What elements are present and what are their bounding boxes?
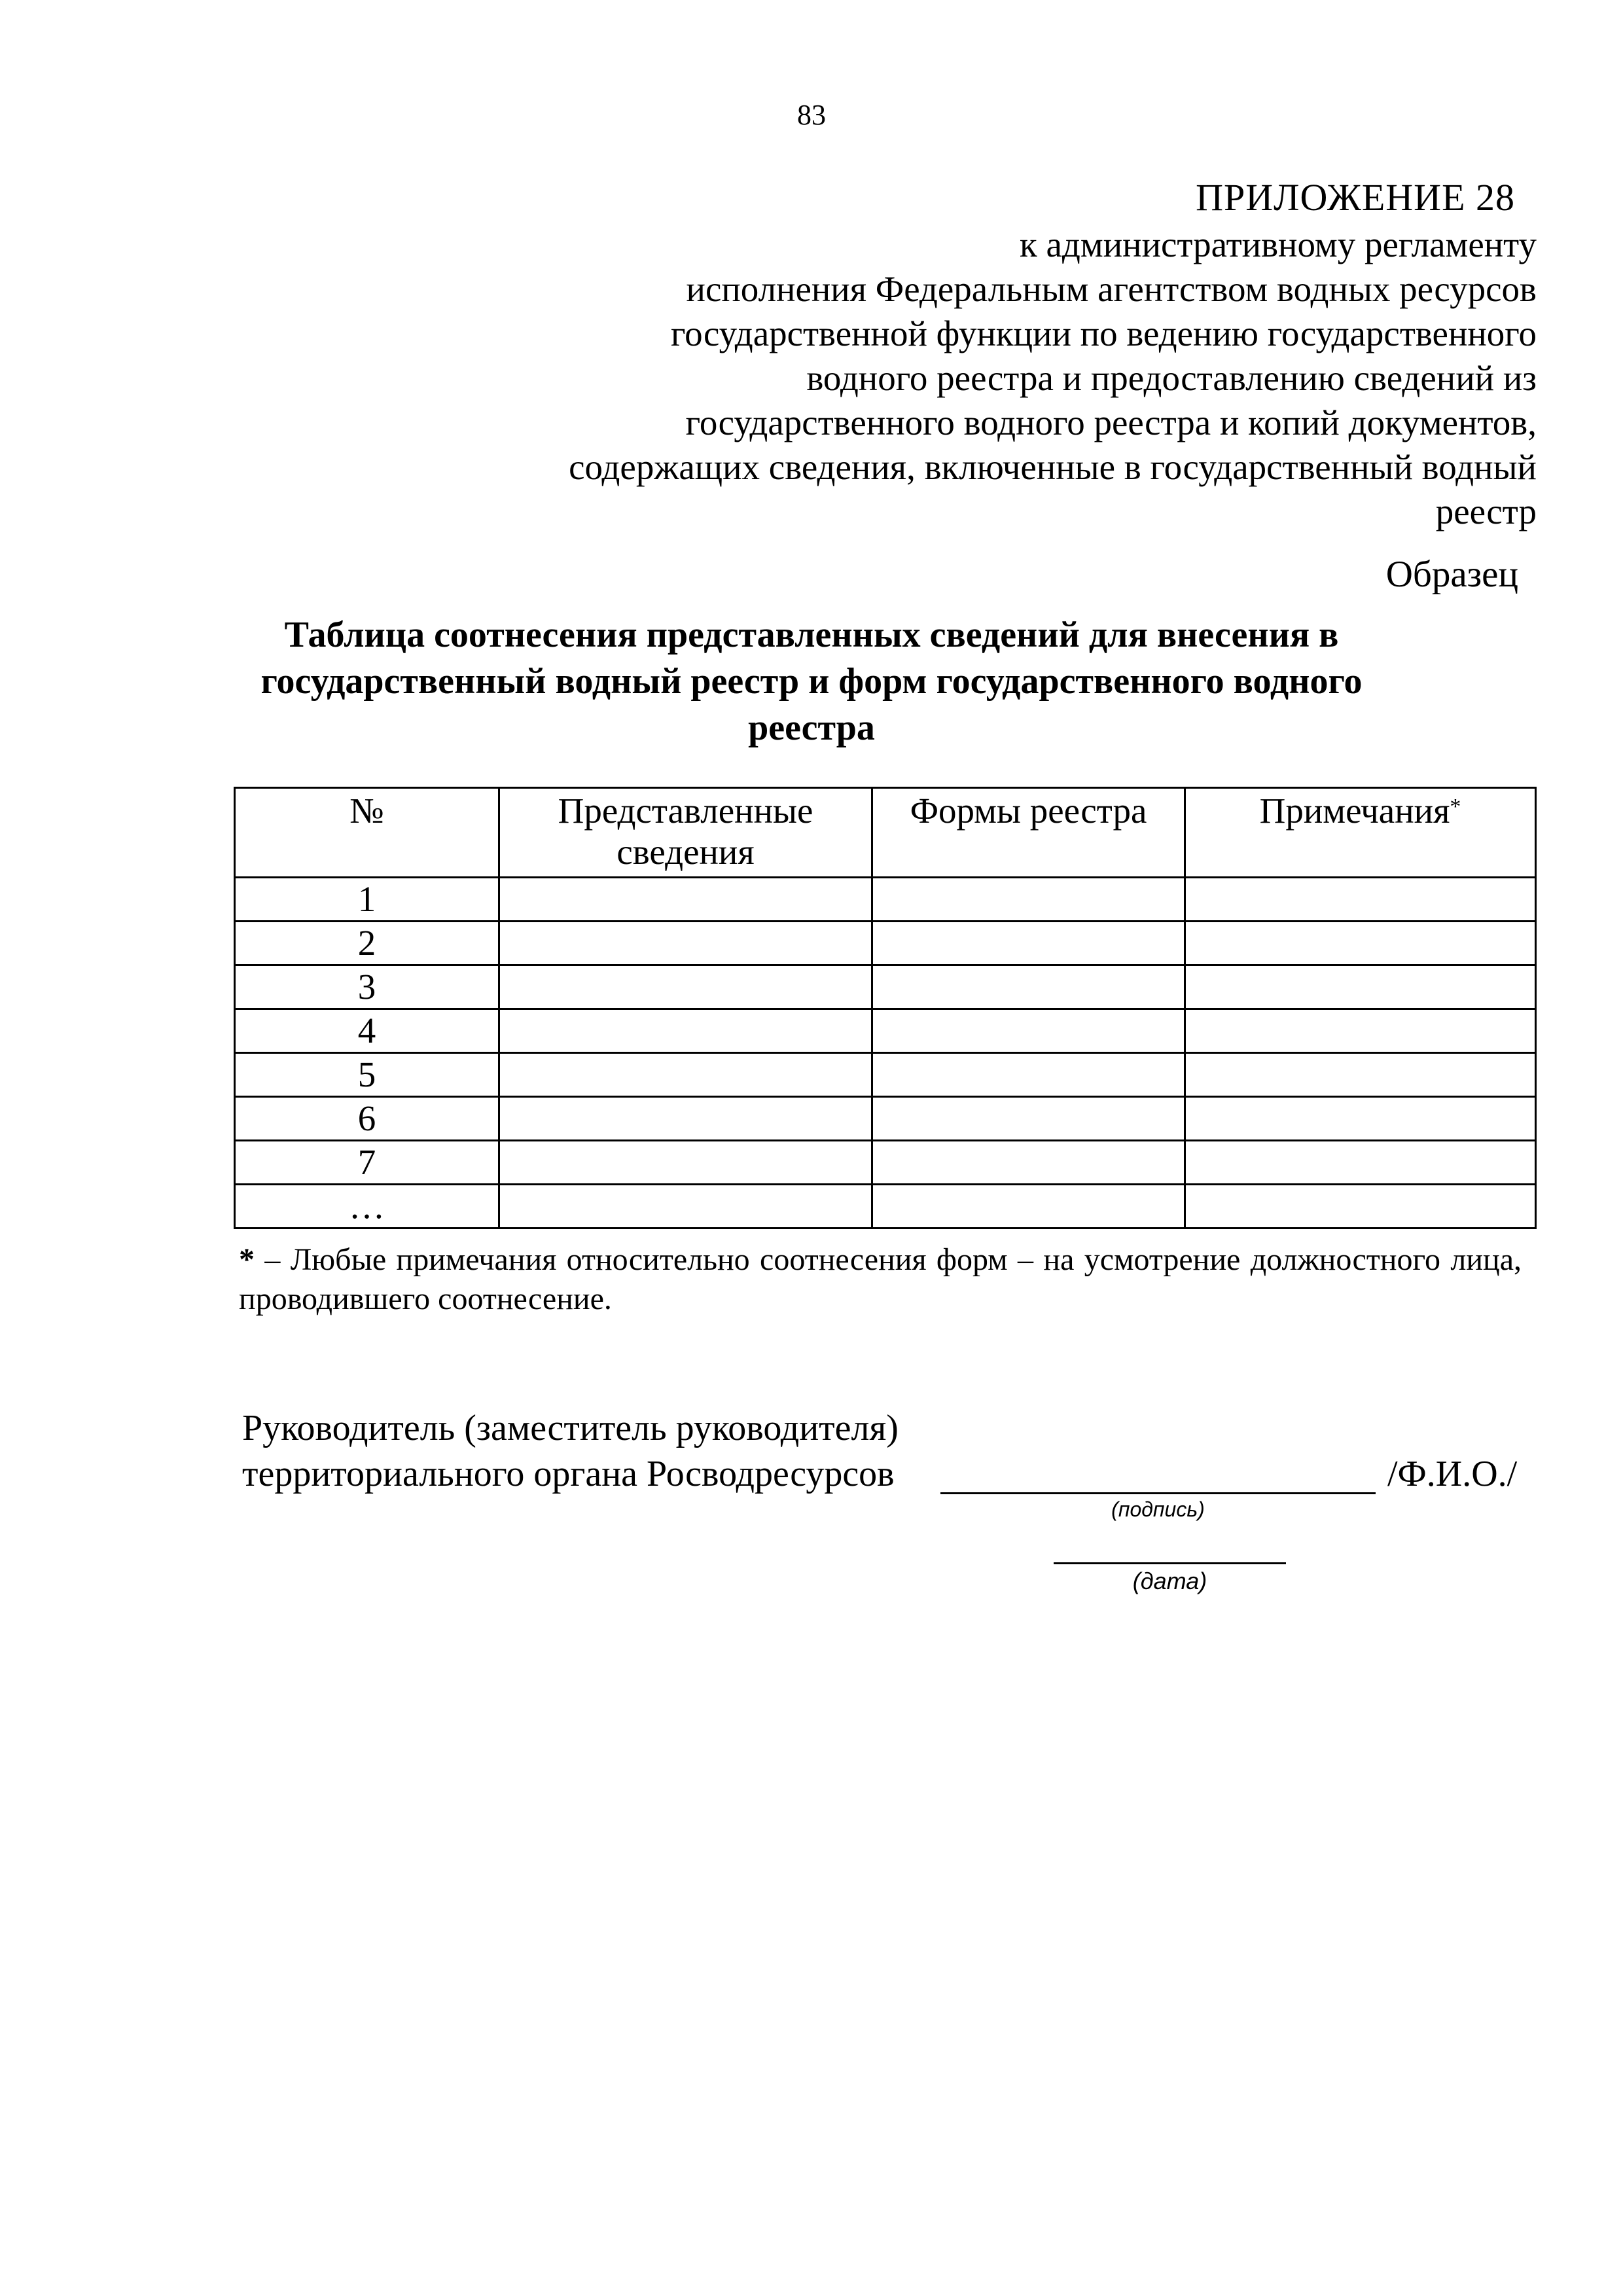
- header-notes-mark: *: [1450, 795, 1461, 819]
- row-number: 1: [235, 878, 499, 922]
- cell-forms[interactable]: [872, 922, 1185, 965]
- appendix-line: содержащих сведения, включенные в государственный водный: [569, 447, 1537, 487]
- cell-notes[interactable]: [1185, 922, 1536, 965]
- cell-submitted[interactable]: [499, 1097, 872, 1141]
- table-row: [235, 1009, 1536, 1053]
- cell-notes[interactable]: [1185, 1009, 1536, 1053]
- cell-submitted[interactable]: [499, 1141, 872, 1185]
- cell-notes[interactable]: [1185, 878, 1536, 922]
- cell-notes[interactable]: [1185, 1097, 1536, 1141]
- cell-forms[interactable]: [872, 878, 1185, 922]
- footnote: [239, 1240, 1522, 1319]
- row-number: 3: [235, 965, 499, 1009]
- cell-submitted[interactable]: [499, 1053, 872, 1097]
- appendix-line: водного реестра и предоставлению сведений из: [806, 358, 1537, 398]
- header-notes: [1185, 788, 1536, 878]
- appendix-line: государственной функции по ведению государственного: [670, 314, 1537, 353]
- table-row: [235, 878, 1536, 922]
- cell-notes[interactable]: [1185, 1185, 1536, 1229]
- row-number: 4: [235, 1009, 499, 1053]
- table-row: [235, 1141, 1536, 1185]
- table-row: [235, 1185, 1536, 1229]
- document-title-line: государственный водный реестр и форм государственного водного: [260, 661, 1363, 702]
- document-title: [249, 612, 1374, 751]
- cell-submitted[interactable]: [499, 965, 872, 1009]
- date-blank[interactable]: [1054, 1562, 1286, 1564]
- date-caption: (дата): [1132, 1568, 1207, 1594]
- cell-forms[interactable]: [872, 1141, 1185, 1185]
- row-number: 5: [235, 1053, 499, 1097]
- table-row: [235, 965, 1536, 1009]
- document-title-line: Таблица соотнесения представленных сведений для внесения в: [284, 615, 1339, 655]
- footnote-text: – Любые примечания относительно соотнесения форм – на усмотрение должностного лица, проводившего соотнесение.: [239, 1242, 1522, 1316]
- table-row: [235, 1097, 1536, 1141]
- appendix-line: исполнения Федеральным агентством водных ресурсов: [686, 269, 1537, 309]
- sample-label: Образец: [1385, 554, 1518, 595]
- cell-notes[interactable]: [1185, 1053, 1536, 1097]
- row-number: 2: [235, 922, 499, 965]
- footnote-mark: *: [239, 1242, 255, 1277]
- appendix-line: к административному регламенту: [1020, 224, 1537, 264]
- table-header-row: [235, 788, 1536, 878]
- cell-forms[interactable]: [872, 1185, 1185, 1229]
- header-registry-forms: Формы реестра: [872, 788, 1185, 878]
- signature-blank[interactable]: [940, 1492, 1376, 1494]
- cell-notes[interactable]: [1185, 965, 1536, 1009]
- cell-submitted[interactable]: [499, 1009, 872, 1053]
- appendix-title: ПРИЛОЖЕНИЕ 28: [1196, 176, 1515, 219]
- document-title-line: реестра: [748, 708, 875, 748]
- cell-notes[interactable]: [1185, 1141, 1536, 1185]
- cell-submitted[interactable]: [499, 922, 872, 965]
- appendix-description: [228, 223, 1537, 534]
- table-row: [235, 922, 1536, 965]
- row-number: 7: [235, 1141, 499, 1185]
- full-name-placeholder: /Ф.И.О./: [1387, 1454, 1518, 1494]
- appendix-line: реестр: [1435, 492, 1537, 531]
- cell-forms[interactable]: [872, 1097, 1185, 1141]
- cell-forms[interactable]: [872, 965, 1185, 1009]
- signatory-title-line1: Руководитель (заместитель руководителя): [242, 1408, 899, 1448]
- header-number: №: [235, 788, 499, 878]
- header-submitted-line1: Представленные: [558, 791, 813, 831]
- page-number: 83: [797, 99, 826, 131]
- row-number: …: [235, 1185, 499, 1229]
- cell-forms[interactable]: [872, 1009, 1185, 1053]
- header-submitted-info: [499, 788, 872, 878]
- header-notes-label: Примечания: [1259, 791, 1450, 831]
- cell-submitted[interactable]: [499, 878, 872, 922]
- cell-submitted[interactable]: [499, 1185, 872, 1229]
- cell-forms[interactable]: [872, 1053, 1185, 1097]
- row-number: 6: [235, 1097, 499, 1141]
- header-submitted-line2: сведения: [616, 832, 755, 872]
- table-row: [235, 1053, 1536, 1097]
- signature-caption: (подпись): [1111, 1498, 1205, 1521]
- correlation-table: [234, 787, 1537, 1229]
- signatory-title-line2: территориального органа Росводресурсов: [242, 1454, 895, 1494]
- appendix-line: государственного водного реестра и копий документов,: [685, 403, 1537, 442]
